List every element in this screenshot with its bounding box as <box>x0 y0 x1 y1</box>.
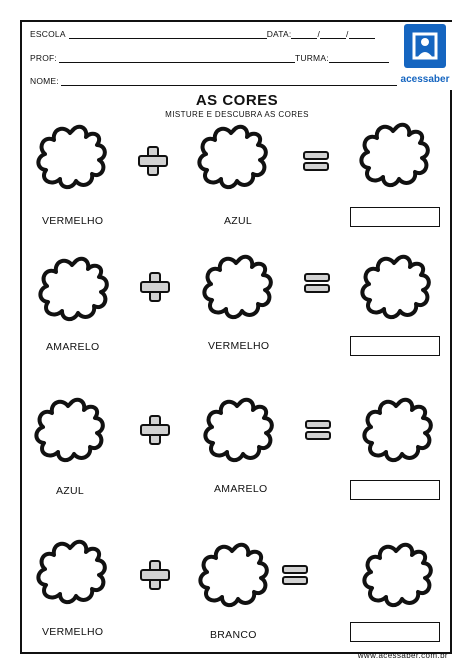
logo-text: acessaber <box>400 74 450 85</box>
color-label-row4-right: BRANCO <box>210 629 257 641</box>
splat-row1-right[interactable] <box>199 127 265 187</box>
color-label-row4-left: VERMELHO <box>42 626 104 638</box>
answer-box-row4[interactable] <box>350 622 440 642</box>
plus-icon <box>141 561 169 589</box>
splat-row2-right[interactable] <box>204 257 270 317</box>
answer-box-row2[interactable] <box>350 336 440 356</box>
data-separator-1: / <box>317 29 321 39</box>
plus-icon <box>141 273 169 301</box>
answer-box-row3[interactable] <box>350 480 440 500</box>
splat-row2-result[interactable] <box>362 257 428 317</box>
answer-box-row1[interactable] <box>350 207 440 227</box>
data-label: DATA: <box>266 29 292 39</box>
footer-url: www.acessaber.com.br <box>357 651 448 660</box>
equals-icon <box>306 421 330 439</box>
turma-label: TURMA: <box>294 53 329 63</box>
plus-icon <box>139 147 167 175</box>
splat-row1-result[interactable] <box>361 125 427 185</box>
splat-row4-result[interactable] <box>364 545 430 605</box>
plus-icon <box>141 416 169 444</box>
prof-label: PROF: <box>30 53 57 63</box>
data-separator-2: / <box>346 29 349 39</box>
color-label-row2-right: VERMELHO <box>208 340 270 352</box>
splat-row4-left[interactable] <box>38 542 104 602</box>
escola-label: ESCOLA <box>30 29 66 39</box>
nome-label: NOME: <box>30 76 59 86</box>
color-label-row1-right: AZUL <box>224 215 253 227</box>
splat-row1-left[interactable] <box>38 127 104 187</box>
equals-icon <box>305 274 329 292</box>
color-label-row3-left: AZUL <box>56 485 85 497</box>
page-title: AS CORES <box>195 92 279 109</box>
splat-row4-right[interactable] <box>200 545 266 605</box>
page-subtitle: MISTURE E DESCUBRA AS CORES <box>165 110 309 119</box>
splat-row2-left[interactable] <box>40 259 106 319</box>
splat-row3-right[interactable] <box>205 400 271 460</box>
equals-icon <box>283 566 307 584</box>
color-label-row2-left: AMARELO <box>46 341 100 353</box>
color-label-row3-right: AMARELO <box>214 483 268 495</box>
splat-row3-left[interactable] <box>36 400 102 460</box>
equals-icon <box>304 152 328 170</box>
splat-row3-result[interactable] <box>364 400 430 460</box>
color-label-row1-left: VERMELHO <box>42 215 104 227</box>
